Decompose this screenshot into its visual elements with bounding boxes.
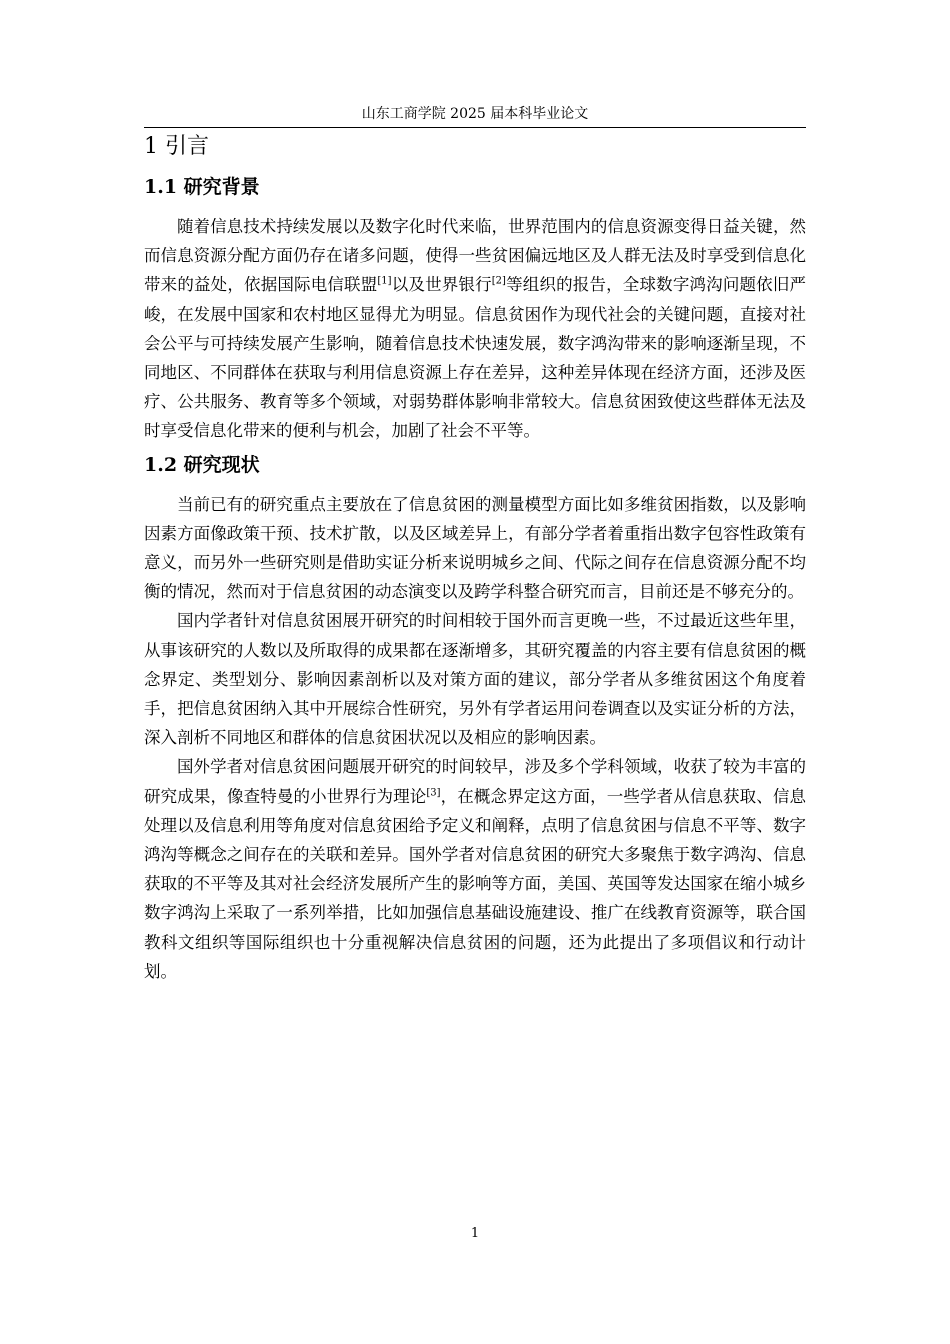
running-header: 山东工商学院 2025 届本科毕业论文	[361, 106, 589, 122]
paragraph-domestic-research: 国内学者针对信息贫困展开研究的时间相较于国外而言更晚一些，不过最近这些年里，从事该研究的人数以及所取得的成果都在逐渐增多，其研究覆盖的内容主要有信息贫困的概念界定、类型划分、影响因素剖析以及对策方面的建议，部分学者从多维贫困这个角度着手，把信息贫困纳入其中开展综合性研究，另外有学者运用问卷调查以及实证分析的方法，深入剖析不同地区和群体的信息贫困状况以及相应的影响因素。	[144, 611, 806, 748]
paragraph-text: 以及世界银行	[391, 275, 492, 295]
section-title-status: 1.2 研究现状	[144, 453, 260, 476]
citation-ref[interactable]: [1]	[377, 275, 392, 287]
citation-ref[interactable]: [2]	[491, 275, 506, 287]
chapter-title: 1 引言	[144, 134, 209, 159]
paragraph-text: 随着信息技术持续发展以及数字化时代来临，世界范围内的信息资源变得日益关键，然而信息资源分配方面仍存在诸多问题，使得一些贫困偏远地区及人群无法及时享受到信息化带来的益处，依据国际电信联盟	[144, 217, 806, 295]
paragraph-text: ，在概念界定这方面，一些学者从信息获取、信息处理以及信息利用等角度对信息贫困给予定义和阐释，点明了信息贫困与信息不平等、数字鸿沟等概念之间存在的关联和差异。国外学者对信息贫困的研究大多聚焦于数字鸿沟、信息获取的不平等及其对社会经济发展所产生的影响等方面，美国、英国等发达国家在缩小城乡数字鸿沟上采取了一系列举措，比如加强信息基础设施建设、推广在线教育资源等，联合国教科文组织等国际组织也十分重视解决信息贫困的问题，还为此提出了多项倡议和行动计划。	[144, 786, 807, 981]
paragraph-text: 等组织的报告，全球数字鸿沟问题依旧严峻，在发展中国家和农村地区显得尤为明显。信息贫困作为现代社会的关键问题，直接对社会公平与可持续发展产生影响，随着信息技术快速发展，数字鸿沟带来的影响逐渐呈现，不同地区、不同群体在获取与利用信息资源上存在差异，这种差异体现在经济方面，还涉及医疗、公共服务、教育等多个领域，对弱势群体影响非常较大。信息贫困致使这些群体无法及时享受信息化带来的便利与机会，加剧了社会不平等。	[144, 275, 807, 441]
page-number: 1	[470, 1226, 480, 1241]
page-content	[144, 128, 806, 986]
paragraph-text: 国外学者对信息贫困问题展开研究的时间较早，涉及多个学科领域，收获了较为丰富的研究成果，像查特曼的小世界行为理论	[144, 757, 806, 806]
citation-ref[interactable]: [3]	[426, 787, 441, 799]
paragraph-status-overview: 当前已有的研究重点主要放在了信息贫困的测量模型方面比如多维贫困指数，以及影响因素方面像政策干预、技术扩散，以及区域差异上，有部分学者着重指出数字包容性政策有意义，而另外一些研究则是借助实证分析来说明城乡之间、代际之间存在信息资源分配不均衡的情况，然而对于信息贫困的动态演变以及跨学科整合研究而言，目前还是不够充分的。	[144, 494, 806, 602]
section-title-background: 1.1 研究背景	[144, 176, 260, 198]
paragraph-background	[144, 212, 806, 446]
paragraph-foreign-research	[144, 752, 806, 986]
